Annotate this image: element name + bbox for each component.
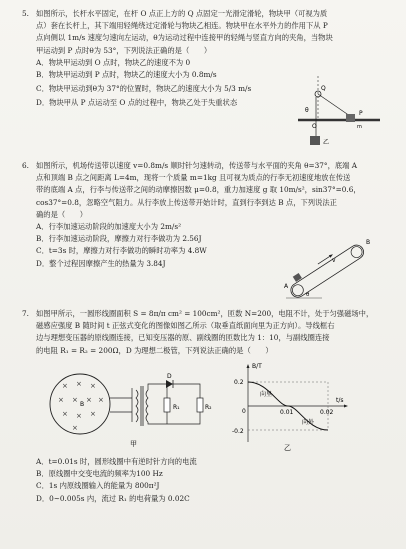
- y-axis-label: B/T: [252, 363, 262, 370]
- label-theta: θ: [305, 107, 309, 114]
- q6-option-b: B．行李加速运动阶段，摩擦力对行李做功为 2.56J: [36, 234, 202, 244]
- label-v: v: [332, 257, 336, 264]
- q6-stem-line: cos37°=0.8，忽略空气阻力。从行李放上传送带开始计时，直到行李到达 B 点，下列说法正: [36, 197, 337, 207]
- q5-stem-line: 点向侧以 1m/s 速度匀速向左运动，θ为运动过程中连接甲的轻绳与竖直方向的夹角，当物块: [36, 33, 333, 43]
- resistor-r2: [197, 398, 203, 412]
- q7-figure-jia: [40, 366, 220, 456]
- label-yi: 乙: [323, 139, 330, 146]
- x-axis-label: t/s: [336, 397, 344, 404]
- q5-option-b: B．物块甲运动到 P 点时，物块乙的速度大小为 0.8m/s: [36, 70, 217, 80]
- q5-stem-line: 如图所示，长杆水平固定，在杆 O 点正上方的 Q 点固定一光滑定滑轮，物块甲（可视为质: [36, 9, 328, 18]
- q5-option-d: D．物块甲从 P 点运动至 O 点的过程中，物块乙处于失重状态: [36, 98, 238, 108]
- q7-number: 7.: [22, 309, 29, 318]
- svg-text:×: ×: [72, 396, 78, 404]
- q6-option-c: C．t=3s 时，摩擦力对行李做功的瞬时功率为 4.8W: [36, 246, 207, 256]
- label-b: B: [366, 239, 371, 246]
- q7-option-d: D．0~0.005s 内，流过 R₁ 的电荷量为 0.02C: [36, 493, 190, 503]
- label-b: B: [80, 401, 85, 408]
- svg-text:×: ×: [90, 382, 96, 390]
- svg-text:×: ×: [58, 396, 64, 404]
- q6-stem-line: 带的底端 A 点，行李与传送带之间的动摩擦因数 μ=0.8，重力加速度 g 取 10m/s²，sin37°=0.6，: [36, 185, 361, 195]
- label-p: P: [359, 110, 363, 117]
- label-m: m: [357, 124, 362, 130]
- q7-stem-line: 边与理想变压器的原线圈连接，已知变压器的原、副线圈的匝数比为 1：10，与副线圈连接: [36, 333, 330, 343]
- svg-text:×: ×: [62, 410, 68, 418]
- q7-option-c: C．1s 内原线圈输入的能量为 800π²J: [36, 481, 160, 491]
- label-q: Q: [321, 85, 326, 92]
- q6-stem-line: 点和顶端 B 点之间距离 L=4m，现将一个质量 m=1kg 且可视为质点的行李无初速度地放在传送: [36, 173, 351, 183]
- label-r1: R₁: [173, 404, 180, 411]
- q7-figure-yi: [232, 362, 352, 452]
- q6-option-a: A．行李加速运动阶段的加速度大小为 2m/s²: [36, 222, 182, 232]
- block-yi: [310, 136, 320, 145]
- label-a: A: [284, 283, 289, 290]
- q7-stem-line: 的电阻 R₁ = R₂ = 200Ω，D 为理想二极管，下列说法正确的是（ ）: [36, 345, 273, 355]
- label-out: 向外: [302, 419, 315, 426]
- q7-options: [22, 456, 378, 505]
- x-tick-1: 0.01: [280, 409, 294, 416]
- label-o: O: [312, 123, 317, 130]
- q5-option-a: A．物块甲运动到 O 点时，物块乙的速度不为 0: [36, 57, 191, 67]
- svg-text:×: ×: [76, 380, 82, 388]
- q6-stem-line: 确的是（ ）: [36, 209, 88, 219]
- q7-stem-line: 如图甲所示，一圆形线圈面积 S = 8π/π cm² = 100cm²，匝数 N=200，电阻不计，处于匀强磁场中，: [36, 309, 374, 318]
- q5-figure: [288, 72, 388, 152]
- q7-option-b: B．原线圈中交变电流的频率为100 Hz: [36, 469, 163, 479]
- q5-stem-line: 点）套在长杆上，其下端用轻绳绕过定滑轮与物块乙相连。物块甲在水平外力的作用下从 P: [36, 21, 328, 31]
- block-jia: [346, 114, 355, 122]
- y-tick-pos: 0.2: [234, 379, 244, 386]
- q7-stem-line: 磁感应强度 B 随时间 t 正弦式变化的图像如图乙所示（取垂直纸面向里为正方向）。导线框右: [36, 321, 335, 331]
- caption-jia: 甲: [130, 440, 137, 448]
- label-theta: θ: [306, 292, 310, 298]
- x-tick-2: 0.02: [320, 409, 334, 416]
- q5-stem-line: 甲运动到 P 点时θ为 53°，下列说法正确的是（ ）: [36, 45, 212, 55]
- q6-number: 6.: [22, 161, 29, 170]
- question-7: [22, 308, 378, 357]
- q5-number: 5.: [22, 9, 29, 18]
- svg-text:×: ×: [90, 410, 96, 418]
- q5-option-c: C．物块甲运动到θ为 37°的位置时，物块乙的速度大小为 5/3 m/s: [36, 84, 252, 94]
- svg-text:×: ×: [62, 382, 68, 390]
- origin-label: 0: [242, 408, 246, 415]
- label-r2: R₂: [205, 404, 212, 411]
- svg-text:×: ×: [98, 396, 104, 404]
- svg-text:×: ×: [72, 424, 78, 432]
- svg-text:×: ×: [86, 396, 92, 404]
- q7-option-a: A．t=0.01s 时，圆形线圈中有逆时针方向的电流: [36, 457, 197, 466]
- y-tick-neg: -0.2: [232, 428, 244, 435]
- q6-option-d: D．整个过程因摩擦产生的热量为 3.84J: [36, 258, 166, 268]
- q6-stem-line: 如图所示，机场传送带以速度 v=0.8m/s 顺时针匀速转动，传送带与水平面的夹角 θ=37°，底端 A: [36, 161, 358, 170]
- resistor-r1: [164, 398, 170, 412]
- label-d: D: [167, 373, 172, 380]
- caption-yi: 乙: [284, 444, 291, 452]
- label-in: 向里: [260, 391, 273, 398]
- svg-text:×: ×: [76, 412, 82, 420]
- q6-figure: [282, 236, 378, 302]
